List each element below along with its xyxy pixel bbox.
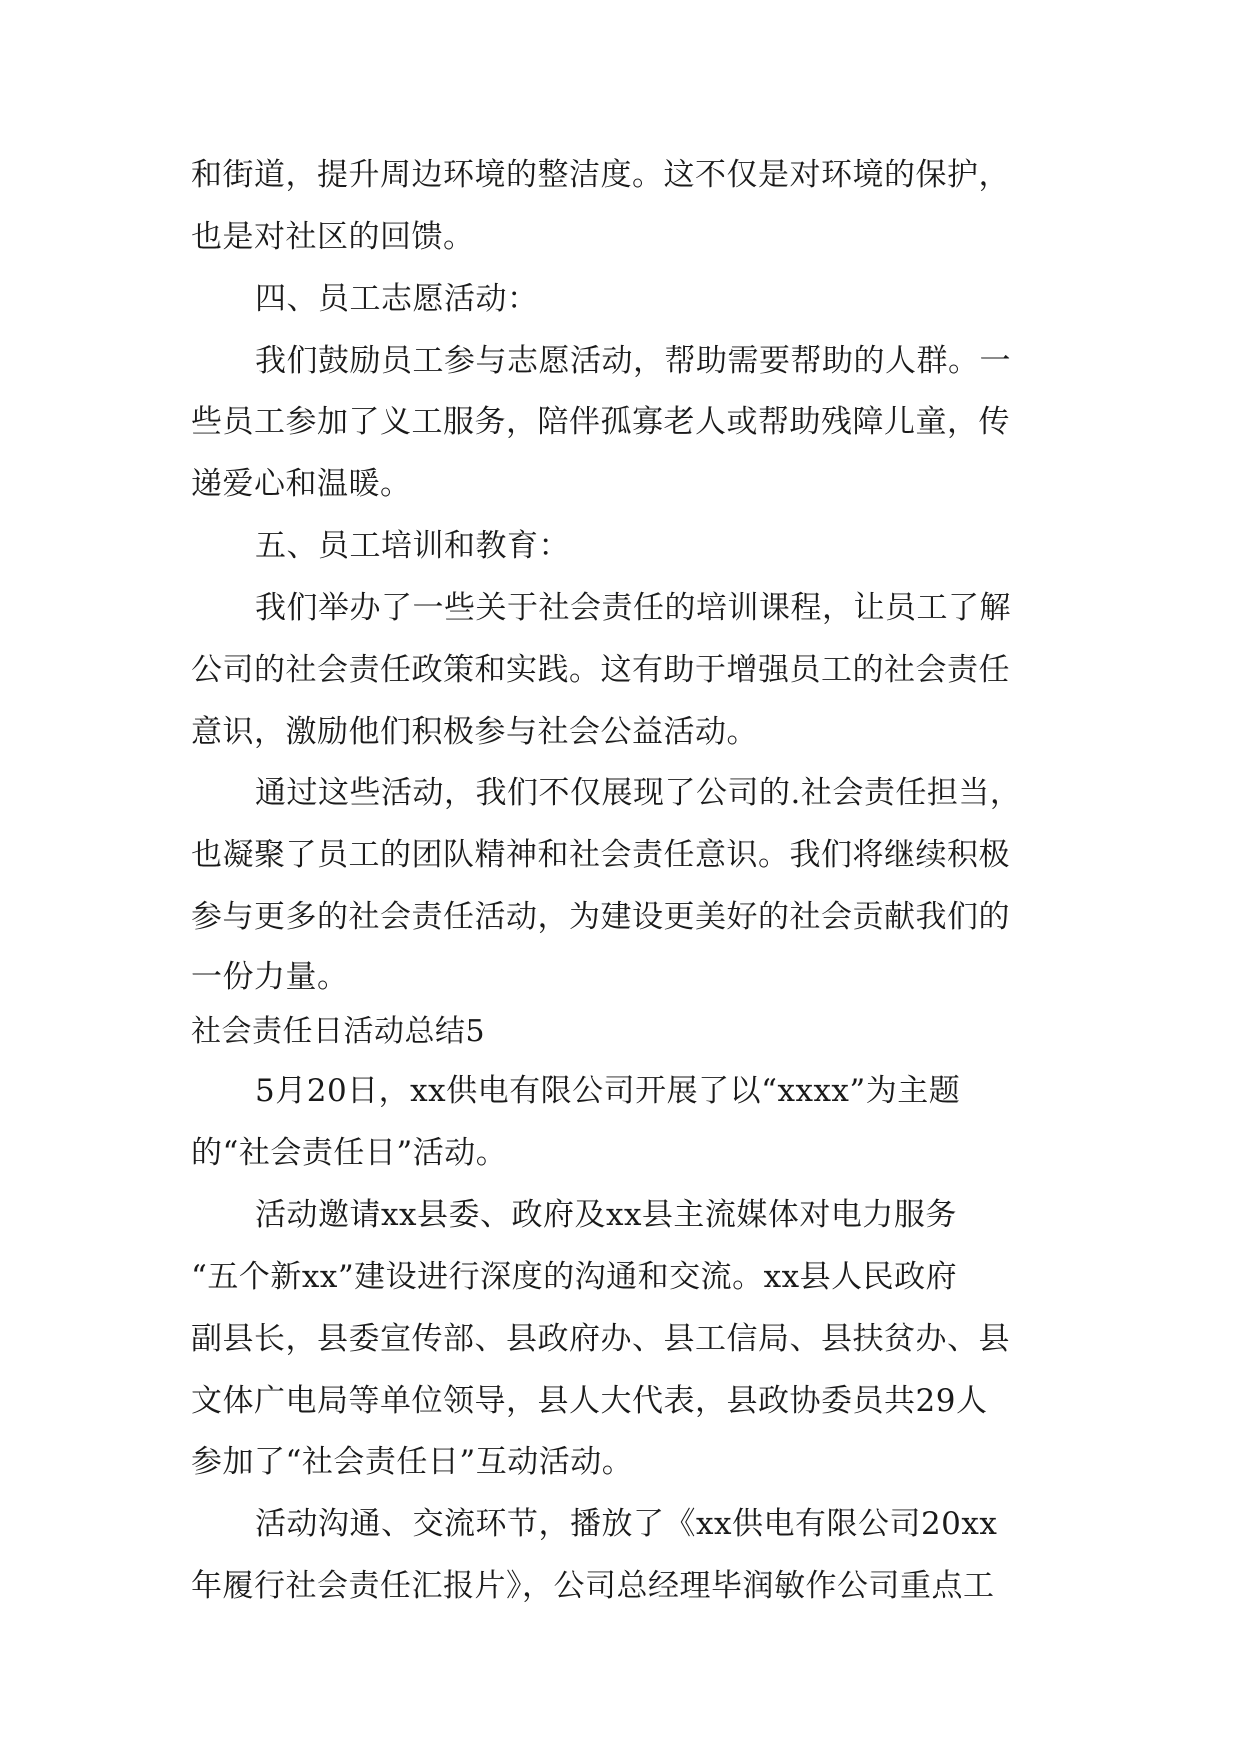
text-line: 5月20日，xx供电有限公司开展了以“xxxx”为主题 — [255, 1073, 961, 1109]
section-heading: 四、员工志愿活动： — [255, 281, 539, 317]
text-line: 一份力量。 — [191, 959, 349, 995]
text-line: 副县长，县委宣传部、县政府办、县工信局、县扶贫办、县 — [191, 1321, 1010, 1357]
text-line: 和街道，提升周边环境的整洁度。这不仅是对环境的保护， — [191, 157, 1010, 193]
text-line: 参与更多的社会责任活动，为建设更美好的社会贡献我们的 — [191, 899, 1010, 935]
article-title: 社会责任日活动总结5 — [191, 1014, 486, 1049]
text-line: 些员工参加了义工服务，陪伴孤寡老人或帮助残障儿童，传 — [191, 404, 1010, 440]
text-line: 我们举办了一些关于社会责任的培训课程，让员工了解 — [255, 590, 1011, 626]
text-line: 我们鼓励员工参与志愿活动，帮助需要帮助的人群。一 — [255, 343, 1011, 379]
text-line: 活动沟通、交流环节，播放了《xx供电有限公司20xx — [255, 1506, 998, 1542]
text-line: 意识，激励他们积极参与社会公益活动。 — [191, 714, 758, 750]
text-line: 的“社会责任日”活动。 — [191, 1135, 508, 1171]
text-line: 也凝聚了员工的团队精神和社会责任意识。我们将继续积极 — [191, 837, 1010, 873]
text-line: 通过这些活动，我们不仅展现了公司的.社会责任担当， — [255, 775, 1022, 811]
text-line: “五个新xx”建设进行深度的沟通和交流。xx县人民政府 — [191, 1259, 958, 1295]
text-line: 年履行社会责任汇报片》，公司总经理毕润敏作公司重点工 — [191, 1568, 995, 1604]
text-line: 活动邀请xx县委、政府及xx县主流媒体对电力服务 — [255, 1197, 957, 1233]
text-line: 递爱心和温暖。 — [191, 466, 412, 502]
text-line: 参加了“社会责任日”互动活动。 — [191, 1444, 634, 1480]
text-line: 公司的社会责任政策和实践。这有助于增强员工的社会责任 — [191, 652, 1010, 688]
text-line: 文体广电局等单位领导，县人大代表，县政协委员共29人 — [191, 1383, 988, 1419]
section-heading: 五、员工培训和教育： — [255, 528, 570, 564]
text-line: 也是对社区的回馈。 — [191, 219, 475, 255]
